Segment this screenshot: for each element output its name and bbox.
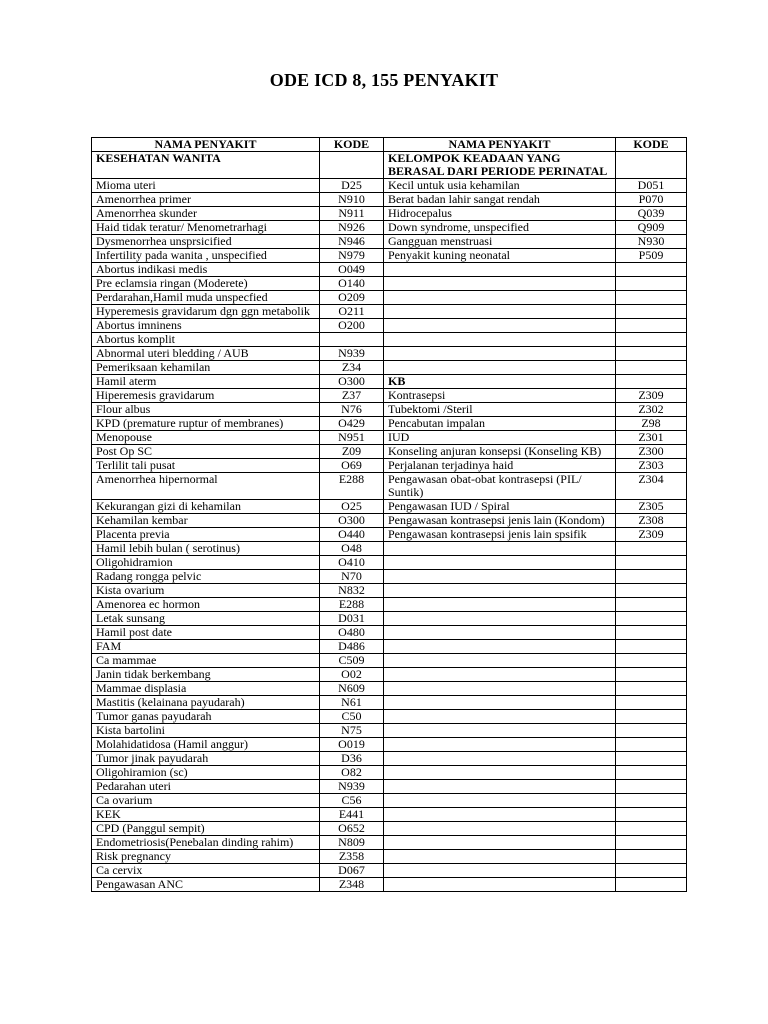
icd-code-left: E288: [320, 473, 384, 500]
disease-name-left: Endometriosis(Penebalan dinding rahim): [92, 836, 320, 850]
icd-code-left: N832: [320, 584, 384, 598]
icd-code-right: [616, 780, 687, 794]
disease-name-right: IUD: [384, 431, 616, 445]
table-row: [92, 375, 687, 389]
icd-code-right: [616, 584, 687, 598]
disease-name-right: KB: [384, 375, 616, 389]
header-nama-penyakit-2: NAMA PENYAKIT: [384, 138, 616, 152]
table-row: [92, 766, 687, 780]
disease-name-left: Tumor jinak payudarah: [92, 752, 320, 766]
table-row: [92, 389, 687, 403]
icd-code-right: [616, 668, 687, 682]
icd-code-left: N951: [320, 431, 384, 445]
icd-code-left: N70: [320, 570, 384, 584]
icd-code-right: [616, 375, 687, 389]
table-row: [92, 724, 687, 738]
icd-code-left: Z358: [320, 850, 384, 864]
disease-name-right: Down syndrome, unspecified: [384, 221, 616, 235]
icd-code-right: [616, 263, 687, 277]
disease-name-left: Ca ovarium: [92, 794, 320, 808]
disease-name-right: Pencabutan impalan: [384, 417, 616, 431]
table-row: [92, 822, 687, 836]
disease-name-right: Berat badan lahir sangat rendah: [384, 193, 616, 207]
icd-code-right: [616, 556, 687, 570]
table-row: [92, 752, 687, 766]
icd-code-left: D36: [320, 752, 384, 766]
table-row: [92, 473, 687, 500]
icd-code-right: Z305: [616, 500, 687, 514]
icd-code-left: N946: [320, 235, 384, 249]
disease-name-left: Hyperemesis gravidarum dgn ggn metabolik: [92, 305, 320, 319]
disease-name-right: Gangguan menstruasi: [384, 235, 616, 249]
header-kode-1: KODE: [320, 138, 384, 152]
disease-name-left: Pedarahan uteri: [92, 780, 320, 794]
disease-name-right: [384, 319, 616, 333]
disease-name-right: KELOMPOK KEADAAN YANG BERASAL DARI PERIODE PERINATAL: [384, 152, 616, 179]
disease-name-left: Janin tidak berkembang: [92, 668, 320, 682]
table-row: [92, 710, 687, 724]
disease-name-left: Letak sunsang: [92, 612, 320, 626]
disease-name-right: [384, 738, 616, 752]
disease-name-right: [384, 864, 616, 878]
icd-code-right: Z98: [616, 417, 687, 431]
table-row: [92, 570, 687, 584]
icd-code-right: [616, 347, 687, 361]
table-row: [92, 263, 687, 277]
table-row: [92, 668, 687, 682]
disease-name-left: Abortus indikasi medis: [92, 263, 320, 277]
icd-code-left: O049: [320, 263, 384, 277]
disease-name-left: Post Op SC: [92, 445, 320, 459]
disease-name-left: Flour albus: [92, 403, 320, 417]
disease-name-right: [384, 836, 616, 850]
table-row: [92, 445, 687, 459]
disease-name-right: Tubektomi /Steril: [384, 403, 616, 417]
disease-name-left: Terlilit tali pusat: [92, 459, 320, 473]
disease-name-left: Abortus imninens: [92, 319, 320, 333]
table-row: [92, 235, 687, 249]
disease-name-left: CPD (Panggul sempit): [92, 822, 320, 836]
icd-code-left: O82: [320, 766, 384, 780]
icd-code-right: [616, 850, 687, 864]
disease-name-left: Abnormal uteri bledding / AUB: [92, 347, 320, 361]
disease-name-right: Kontrasepsi: [384, 389, 616, 403]
disease-name-left: Pengawasan ANC: [92, 878, 320, 892]
icd-code-left: O410: [320, 556, 384, 570]
table-body: [92, 152, 687, 892]
disease-name-right: Pengawasan obat-obat kontrasepsi (PIL/ Suntik): [384, 473, 616, 500]
disease-name-right: [384, 780, 616, 794]
disease-name-right: [384, 668, 616, 682]
disease-name-left: Kehamilan kembar: [92, 514, 320, 528]
disease-name-right: [384, 752, 616, 766]
table-row: [92, 584, 687, 598]
icd-code-left: N926: [320, 221, 384, 235]
table-row: [92, 528, 687, 542]
table-row: [92, 626, 687, 640]
icd-code-right: [616, 598, 687, 612]
icd-code-left: D031: [320, 612, 384, 626]
disease-name-right: Pengawasan kontrasepsi jenis lain (Kondom): [384, 514, 616, 528]
icd-code-left: E288: [320, 598, 384, 612]
disease-name-right: Konseling anjuran konsepsi (Konseling KB): [384, 445, 616, 459]
disease-name-right: [384, 570, 616, 584]
disease-name-left: Hamil post date: [92, 626, 320, 640]
table-row: [92, 417, 687, 431]
icd-code-left: O48: [320, 542, 384, 556]
icd-code-right: Z302: [616, 403, 687, 417]
icd-table: [91, 137, 687, 892]
disease-name-right: [384, 277, 616, 291]
disease-name-left: Amenorea ec hormon: [92, 598, 320, 612]
icd-code-right: [616, 542, 687, 556]
disease-name-right: [384, 612, 616, 626]
icd-code-right: [616, 640, 687, 654]
icd-code-right: [616, 626, 687, 640]
disease-name-right: [384, 584, 616, 598]
disease-name-left: Placenta previa: [92, 528, 320, 542]
icd-code-left: O69: [320, 459, 384, 473]
icd-code-right: Q909: [616, 221, 687, 235]
disease-name-right: [384, 333, 616, 347]
icd-code-left: O652: [320, 822, 384, 836]
table-row: [92, 878, 687, 892]
icd-code-left: O480: [320, 626, 384, 640]
table-row: [92, 640, 687, 654]
icd-code-right: [616, 152, 687, 179]
disease-name-left: Hiperemesis gravidarum: [92, 389, 320, 403]
disease-name-right: [384, 291, 616, 305]
table-row: [92, 361, 687, 375]
disease-name-left: Pre eclamsia ringan (Moderete): [92, 277, 320, 291]
icd-code-left: O429: [320, 417, 384, 431]
disease-name-right: [384, 850, 616, 864]
table-row: [92, 850, 687, 864]
disease-name-right: [384, 542, 616, 556]
table-row: [92, 514, 687, 528]
icd-code-right: Z308: [616, 514, 687, 528]
disease-name-left: Oligohidramion: [92, 556, 320, 570]
icd-code-right: Z303: [616, 459, 687, 473]
icd-code-right: Z300: [616, 445, 687, 459]
icd-code-left: D486: [320, 640, 384, 654]
disease-name-left: Tumor ganas payudarah: [92, 710, 320, 724]
disease-name-left: Oligohiramion (sc): [92, 766, 320, 780]
table-row: [92, 319, 687, 333]
disease-name-right: [384, 640, 616, 654]
icd-code-right: [616, 808, 687, 822]
header-kode-2: KODE: [616, 138, 687, 152]
icd-code-left: C509: [320, 654, 384, 668]
disease-name-left: Haid tidak teratur/ Menometrarhagi: [92, 221, 320, 235]
disease-name-left: Pemeriksaan kehamilan: [92, 361, 320, 375]
icd-code-right: [616, 682, 687, 696]
icd-code-left: N609: [320, 682, 384, 696]
icd-code-left: N939: [320, 347, 384, 361]
table-row: [92, 277, 687, 291]
disease-name-left: Mammae displasia: [92, 682, 320, 696]
icd-code-right: [616, 738, 687, 752]
disease-name-left: Amenorrhea skunder: [92, 207, 320, 221]
icd-code-left: N910: [320, 193, 384, 207]
disease-name-right: Penyakit kuning neonatal: [384, 249, 616, 263]
table-row: [92, 347, 687, 361]
icd-code-right: [616, 822, 687, 836]
icd-code-right: Q039: [616, 207, 687, 221]
icd-code-right: D051: [616, 179, 687, 193]
icd-code-right: [616, 305, 687, 319]
disease-name-left: Mastitis (kelainana payudarah): [92, 696, 320, 710]
table-row: [92, 794, 687, 808]
icd-code-left: [320, 152, 384, 179]
icd-code-right: Z304: [616, 473, 687, 500]
icd-code-left: O300: [320, 375, 384, 389]
table-row: [92, 431, 687, 445]
disease-name-left: FAM: [92, 640, 320, 654]
disease-name-left: Dysmenorrhea unsprsicified: [92, 235, 320, 249]
disease-name-right: [384, 626, 616, 640]
table-row: [92, 808, 687, 822]
table-row: [92, 738, 687, 752]
icd-code-left: Z09: [320, 445, 384, 459]
disease-name-right: [384, 263, 616, 277]
disease-name-left: Ca mammae: [92, 654, 320, 668]
disease-name-right: [384, 878, 616, 892]
table-header-row: [92, 138, 687, 152]
table-row: [92, 221, 687, 235]
disease-name-left: Kista ovarium: [92, 584, 320, 598]
disease-name-right: [384, 822, 616, 836]
disease-name-left: Hamil lebih bulan ( serotinus): [92, 542, 320, 556]
disease-name-left: Kekurangan gizi di kehamilan: [92, 500, 320, 514]
disease-name-left: Amenorrhea primer: [92, 193, 320, 207]
icd-code-right: [616, 724, 687, 738]
icd-code-left: O300: [320, 514, 384, 528]
disease-name-right: [384, 808, 616, 822]
icd-code-right: [616, 752, 687, 766]
table-row: [92, 654, 687, 668]
icd-code-right: [616, 766, 687, 780]
disease-name-left: Infertility pada wanita , unspecified: [92, 249, 320, 263]
disease-name-left: Ca cervix: [92, 864, 320, 878]
icd-code-right: [616, 361, 687, 375]
icd-code-left: C56: [320, 794, 384, 808]
table-row: [92, 598, 687, 612]
icd-code-right: [616, 612, 687, 626]
disease-name-right: [384, 598, 616, 612]
disease-name-left: KEK: [92, 808, 320, 822]
icd-code-left: D067: [320, 864, 384, 878]
icd-code-left: N979: [320, 249, 384, 263]
icd-code-left: O019: [320, 738, 384, 752]
icd-code-right: [616, 319, 687, 333]
icd-code-left: O200: [320, 319, 384, 333]
table-row: [92, 333, 687, 347]
icd-code-right: P070: [616, 193, 687, 207]
disease-name-left: Radang rongga pelvic: [92, 570, 320, 584]
icd-code-right: P509: [616, 249, 687, 263]
disease-name-right: [384, 766, 616, 780]
icd-code-left: N75: [320, 724, 384, 738]
disease-name-right: [384, 556, 616, 570]
disease-name-left: Abortus komplit: [92, 333, 320, 347]
icd-code-left: Z37: [320, 389, 384, 403]
icd-code-right: [616, 836, 687, 850]
icd-code-right: [616, 570, 687, 584]
table-row: [92, 542, 687, 556]
icd-code-left: Z348: [320, 878, 384, 892]
icd-code-right: [616, 864, 687, 878]
table-row: [92, 682, 687, 696]
table-row: [92, 459, 687, 473]
icd-code-left: O25: [320, 500, 384, 514]
disease-name-right: [384, 794, 616, 808]
icd-code-right: [616, 333, 687, 347]
icd-code-left: Z34: [320, 361, 384, 375]
header-nama-penyakit-1: NAMA PENYAKIT: [92, 138, 320, 152]
icd-code-left: O440: [320, 528, 384, 542]
disease-name-right: Pengawasan IUD / Spiral: [384, 500, 616, 514]
icd-code-right: N930: [616, 235, 687, 249]
icd-code-left: O209: [320, 291, 384, 305]
disease-name-left: KPD (premature ruptur of membranes): [92, 417, 320, 431]
table-row: [92, 403, 687, 417]
disease-name-left: KESEHATAN WANITA: [92, 152, 320, 179]
disease-name-left: Hamil aterm: [92, 375, 320, 389]
table-row: [92, 152, 687, 179]
table-row: [92, 612, 687, 626]
table-row: [92, 556, 687, 570]
disease-name-right: [384, 682, 616, 696]
disease-name-right: Hidrocepalus: [384, 207, 616, 221]
icd-code-left: N809: [320, 836, 384, 850]
table-row: [92, 193, 687, 207]
disease-name-right: Kecil untuk usia kehamilan: [384, 179, 616, 193]
icd-code-left: N61: [320, 696, 384, 710]
disease-name-right: [384, 710, 616, 724]
icd-code-left: D25: [320, 179, 384, 193]
table-row: [92, 780, 687, 794]
disease-name-left: Menopouse: [92, 431, 320, 445]
icd-code-left: N939: [320, 780, 384, 794]
table-row: [92, 864, 687, 878]
disease-name-left: Perdarahan,Hamil muda unspecfied: [92, 291, 320, 305]
icd-code-left: C50: [320, 710, 384, 724]
icd-code-left: [320, 333, 384, 347]
icd-code-left: O02: [320, 668, 384, 682]
disease-name-left: Molahidatidosa (Hamil anggur): [92, 738, 320, 752]
table-row: [92, 836, 687, 850]
icd-code-right: Z301: [616, 431, 687, 445]
disease-name-left: Kista bartolini: [92, 724, 320, 738]
icd-code-right: Z309: [616, 389, 687, 403]
page-title: ODE ICD 8, 155 PENYAKIT: [269, 70, 499, 90]
disease-name-left: Amenorrhea hipernormal: [92, 473, 320, 500]
icd-code-right: [616, 277, 687, 291]
disease-name-right: [384, 724, 616, 738]
icd-code-right: [616, 878, 687, 892]
icd-code-right: [616, 291, 687, 305]
disease-name-right: [384, 696, 616, 710]
icd-code-left: N911: [320, 207, 384, 221]
icd-code-right: [616, 696, 687, 710]
disease-name-right: [384, 654, 616, 668]
disease-name-right: [384, 361, 616, 375]
table-row: [92, 207, 687, 221]
disease-name-left: Mioma uteri: [92, 179, 320, 193]
icd-code-right: [616, 654, 687, 668]
table-row: [92, 179, 687, 193]
icd-code-right: [616, 794, 687, 808]
table-row: [92, 291, 687, 305]
disease-name-right: Pengawasan kontrasepsi jenis lain spsifik: [384, 528, 616, 542]
disease-name-left: Risk pregnancy: [92, 850, 320, 864]
disease-name-right: Perjalanan terjadinya haid: [384, 459, 616, 473]
icd-code-left: O140: [320, 277, 384, 291]
icd-code-left: O211: [320, 305, 384, 319]
icd-code-left: E441: [320, 808, 384, 822]
disease-name-right: [384, 305, 616, 319]
table-row: [92, 249, 687, 263]
disease-name-right: [384, 347, 616, 361]
icd-code-left: N76: [320, 403, 384, 417]
table-row: [92, 696, 687, 710]
table-row: [92, 500, 687, 514]
icd-code-right: Z309: [616, 528, 687, 542]
icd-code-right: [616, 710, 687, 724]
table-row: [92, 305, 687, 319]
